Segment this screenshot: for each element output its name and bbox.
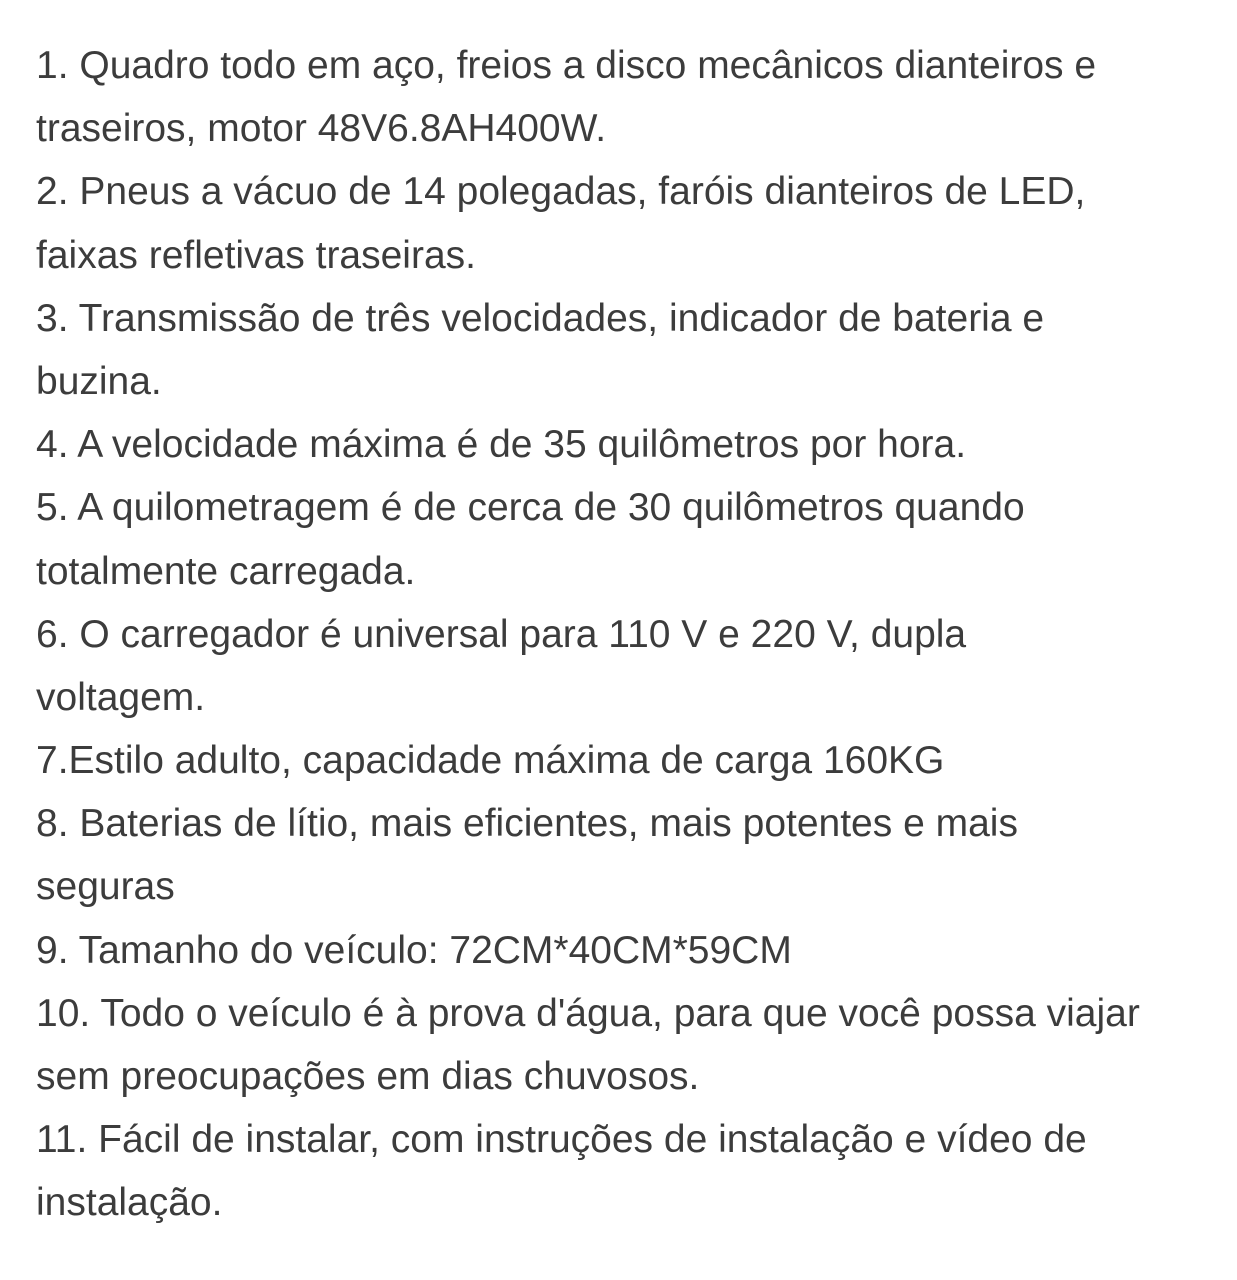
text-line: 3. Transmissão de três velocidades, indicador de bateria e [36, 296, 1045, 340]
text-line: 7.Estilo adulto, capacidade máxima de carga 160KG [36, 739, 945, 783]
text-line: 9. Tamanho do veículo: 72CM*40CM*59CM [36, 928, 792, 972]
text-line: 5. A quilometragem é de cerca de 30 quilômetros quando [36, 486, 1025, 530]
text-line: 8. Baterias de lítio, mais eficientes, mais potentes e mais [36, 802, 1018, 846]
text-line: 2. Pneus a vácuo de 14 polegadas, faróis dianteiros de LED, [36, 170, 1086, 214]
text-line: instalação. [36, 1181, 223, 1225]
text-line: voltagem. [36, 675, 206, 719]
text-line: 1. Quadro todo em aço, freios a disco mecânicos dianteiros e [36, 44, 1097, 87]
text-line: traseiros, motor 48V6.8AH400W. [36, 107, 607, 151]
text-line: faixas refletivas traseiras. [36, 233, 476, 277]
text-line: 4. A velocidade máxima é de 35 quilômetros por hora. [36, 423, 967, 467]
text-line: seguras [36, 865, 175, 909]
text-line: sem preocupações em dias chuvosos. [36, 1055, 700, 1098]
text-line: buzina. [36, 359, 162, 403]
text-line: 6. O carregador é universal para 110 V e 220 V, dupla [36, 612, 967, 656]
text-line: totalmente carregada. [36, 549, 416, 593]
text-line: 10. Todo o veículo é à prova d'água, para que você possa viajar [36, 991, 1140, 1035]
text-line: 11. Fácil de instalar, com instruções de instalação e vídeo de [36, 1118, 1087, 1162]
feature-list [36, 34, 1216, 1235]
